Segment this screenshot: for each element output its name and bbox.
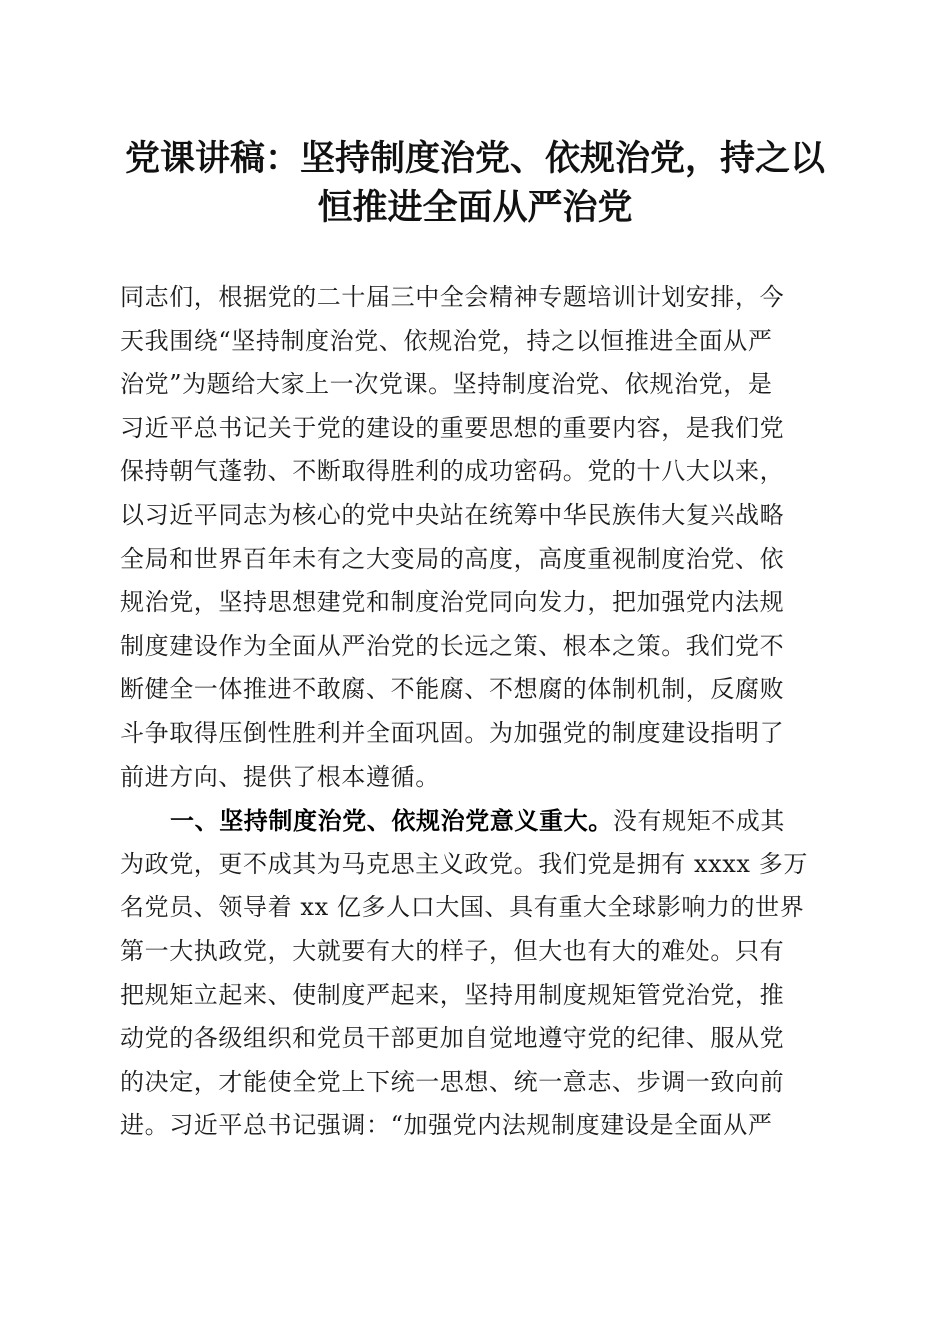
section-line: 动党的各级组织和党员干部更加自觉地遵守党的纪律、服从党 (120, 1024, 785, 1053)
paragraph-line: 同志们，根据党的二十届三中全会精神专题培训计划安排，今 (120, 283, 785, 311)
section-heading: 一、坚持制度治党、依规治党意义重大。 (170, 806, 613, 836)
document-body (120, 276, 830, 1148)
section-line: 名党员、领导着 xx 亿多人口大国、具有重大全球影响力的世界 (120, 893, 805, 922)
paragraph-line: 保持朝气蓬勃、不断取得胜利的成功密码。党的十八大以来， (120, 457, 785, 486)
paragraph-line: 制度建设作为全面从严治党的长远之策、根本之策。我们党不 (120, 631, 785, 660)
section-line: 把规矩立起来、使制度严起来，坚持用制度规矩管党治党，推 (120, 980, 785, 1009)
section-line: 的决定，才能使全党上下统一思想、统一意志、步调一致向前 (120, 1067, 785, 1096)
paragraph-line: 前进方向、提供了根本遵循。 (120, 762, 440, 791)
section-line: 进。习近平总书记强调：“加强党内法规制度建设是全面从严 (120, 1111, 773, 1140)
paragraph-line: 全局和世界百年未有之大变局的高度，高度重视制度治党、依 (120, 544, 785, 573)
section-line: 为政党，更不成其为马克思主义政党。我们党是拥有 xxxx 多万 (120, 849, 808, 878)
document-title (110, 134, 840, 232)
section-first-line-text: 没有规矩不成其 (612, 807, 786, 836)
paragraph-line: 习近平总书记关于党的建设的重要思想的重要内容，是我们党 (120, 413, 785, 442)
paragraph-line: 断健全一体推进不敢腐、不能腐、不想腐的体制机制，反腐败 (120, 675, 785, 704)
section-line: 第一大执政党，大就要有大的样子，但大也有大的难处。只有 (120, 936, 785, 965)
section-heading-line (120, 799, 830, 843)
paragraph-line: 规治党，坚持思想建党和制度治党同向发力，把加强党内法规 (120, 588, 785, 617)
paragraph-line: 斗争取得压倒性胜利并全面巩固。为加强党的制度建设指明了 (120, 718, 785, 747)
title-line: 党课讲稿：坚持制度治党、依规治党，持之以 (124, 138, 825, 179)
title-line: 恒推进全面从严治党 (317, 187, 633, 228)
paragraph-line: 治党”为题给大家上一次党课。坚持制度治党、依规治党，是 (120, 370, 773, 399)
paragraph-line: 以习近平同志为核心的党中央站在统筹中华民族伟大复兴战略 (120, 500, 785, 529)
paragraph-line: 天我围绕“坚持制度治党、依规治党，持之以恒推进全面从严 (120, 326, 773, 355)
